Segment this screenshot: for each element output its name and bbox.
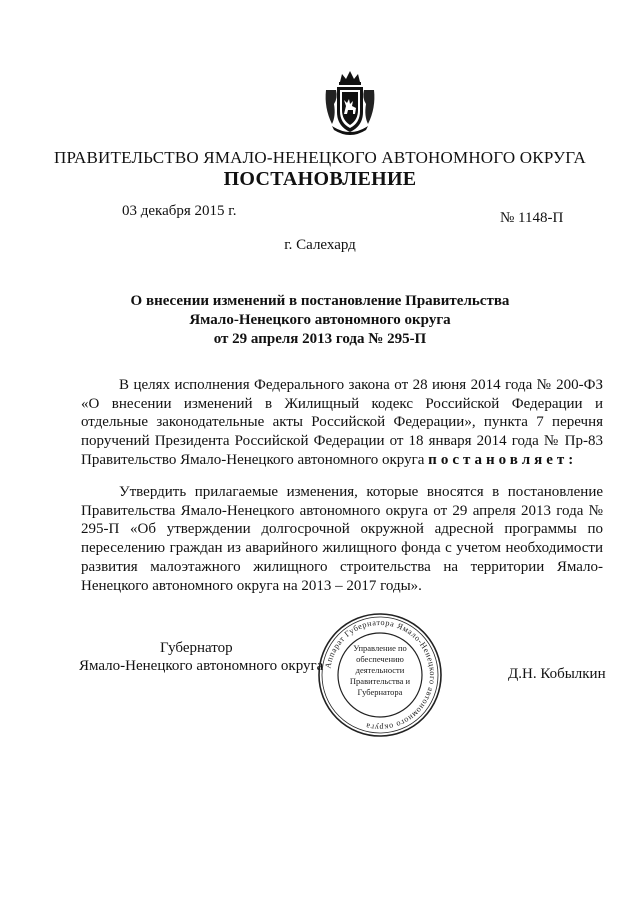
preamble-paragraph	[81, 376, 603, 470]
signatory-name: Д.Н. Кобылкин	[508, 666, 606, 682]
preamble-text: В целях исполнения Федерального закона от 28 июня 2014 года № 200-ФЗ «О внесении изменений в Жилищный кодекс Российской Федерации и отдельные законодательные акты Российской Федерации», пункта 7 перечня поручений Президента Российской Федерации от 18 января 2014 года № Пр-83 Правительство Ямало-Ненецкого автономного округа	[81, 377, 603, 468]
government-name: ПРАВИТЕЛЬСТВО ЯМАЛО-НЕНЕЦКОГО АВТОНОМНОГО ОКРУГА	[54, 148, 586, 167]
decision-paragraph: Утвердить прилагаемые изменения, которые вносятся в постановление Правительства Ямало-Ненецкого автономного округа от 29 апреля 2013 года № 295-П «Об утверждении долгосрочной окружной адресной программы по переселению граждан из аварийного жилищного фонда с учетом необходимости развития малоэтажного жилищного строительства на территории Ямало-Ненецкого автономного округа на 2013 – 2017 годы».	[81, 484, 603, 594]
title-line-2: Ямало-Ненецкого автономного округа	[189, 312, 451, 328]
signatory-region: Ямало-Ненецкого автономного округа	[79, 658, 324, 674]
stamp-ring-text: Аппарат Губернатора Ямало-Ненецкого автономного округа	[323, 617, 438, 733]
title-line-1: О внесении изменений в постановление Правительства	[130, 293, 510, 309]
decree-word: постановляет:	[428, 451, 578, 468]
signatory-title: Губернатор	[160, 640, 233, 656]
document-number: № 1148-П	[500, 210, 564, 226]
title-line-3: от 29 апреля 2013 года № 295-П	[213, 331, 427, 347]
document-date: 03 декабря 2015 г.	[122, 203, 237, 219]
coat-of-arms-icon	[322, 68, 378, 140]
document-type: ПОСТАНОВЛЕНИЕ	[223, 168, 417, 190]
document-city: г. Салехард	[284, 237, 356, 253]
stamp-center-text: Управление по обеспечению деятельности Правительства и Губернатора	[349, 643, 411, 697]
